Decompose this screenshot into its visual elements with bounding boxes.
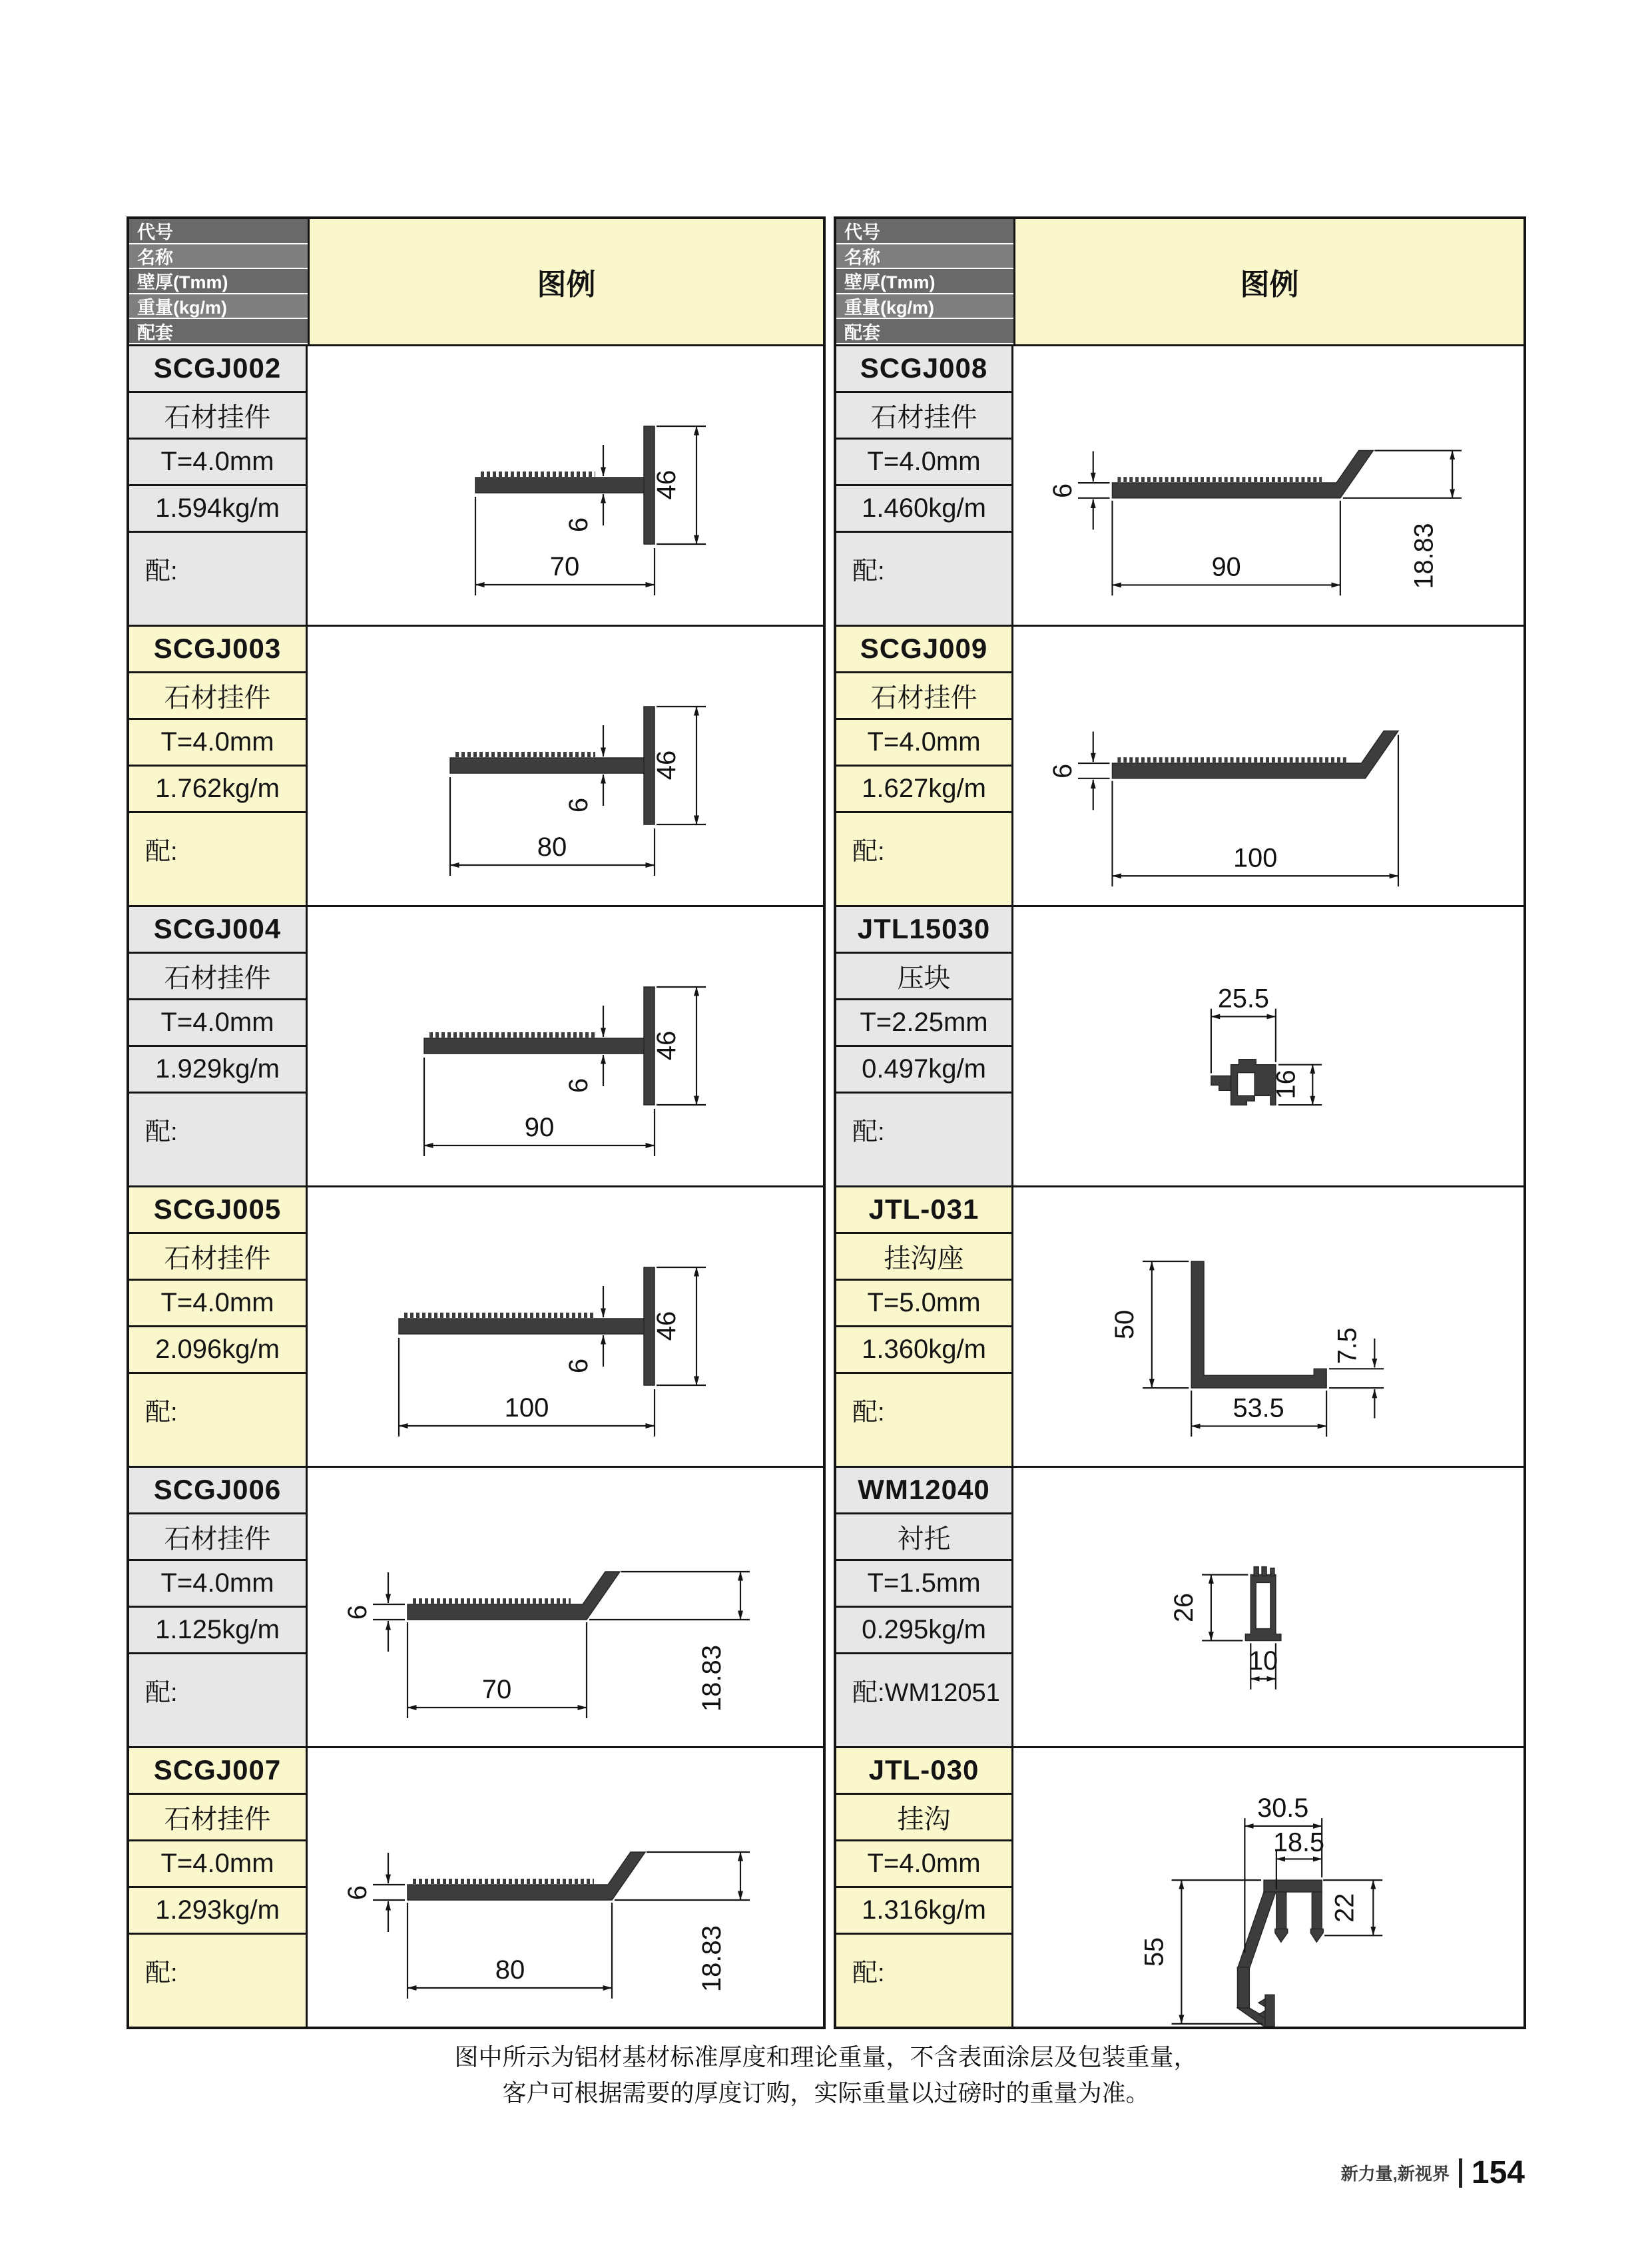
bent-profile-drawing	[308, 1748, 823, 2027]
product-group	[836, 344, 1523, 625]
table-header	[129, 219, 823, 344]
header-name: 名称	[129, 244, 308, 270]
tee-profile-drawing	[308, 907, 823, 1185]
product-name: 石材挂件	[129, 393, 308, 440]
product-weight: 0.295kg/m	[836, 1608, 1013, 1654]
header-code: 代号	[836, 219, 1013, 244]
product-thickness: T=4.0mm	[129, 1000, 308, 1047]
dim-label-height: 18.83	[697, 1925, 726, 1993]
product-match: 配:	[836, 533, 1013, 625]
profile-diagram	[308, 907, 823, 1185]
product-code: SCGJ005	[129, 1187, 308, 1234]
product-match: 配:	[129, 1935, 308, 2027]
brand-slogan: 新力量,新视界	[1340, 2164, 1450, 2184]
page-number: 154	[1471, 2155, 1525, 2190]
dim-label-thickness: 6	[564, 1078, 593, 1094]
product-weight: 1.360kg/m	[836, 1327, 1013, 1374]
dim-label-outer-width: 30.5	[1257, 1793, 1309, 1823]
product-match: 配:	[836, 1935, 1013, 2027]
product-group	[836, 905, 1523, 1185]
profile-shape	[1211, 1076, 1231, 1091]
product-weight: 1.929kg/m	[129, 1047, 308, 1094]
profile-diagram	[308, 627, 823, 905]
dimension-lines	[373, 1572, 750, 1718]
product-match: 配:WM12051	[836, 1654, 1013, 1746]
header-thickness: 壁厚(Tmm)	[129, 269, 308, 294]
product-thickness: T=4.0mm	[836, 720, 1013, 767]
dim-label-inner-width: 18.5	[1273, 1827, 1325, 1857]
product-group	[836, 1185, 1523, 1466]
product-match: 配:	[836, 1094, 1013, 1185]
product-match: 配:	[129, 1654, 308, 1746]
profile-diagram	[1013, 1187, 1523, 1466]
dimension-lines	[1078, 451, 1462, 596]
profile-shape	[408, 1572, 620, 1620]
product-name: 石材挂件	[129, 1514, 308, 1561]
footer-divider	[1459, 2158, 1462, 2188]
product-group	[836, 1746, 1523, 2027]
product-weight: 1.125kg/m	[129, 1608, 308, 1654]
angle-profile-drawing	[1013, 1187, 1523, 1466]
product-group	[129, 625, 823, 905]
product-name: 衬托	[836, 1514, 1013, 1561]
table-header	[836, 219, 1523, 344]
profile-shape	[1310, 1929, 1323, 1942]
product-thickness: T=4.0mm	[836, 1841, 1013, 1888]
product-name: 压块	[836, 954, 1013, 1000]
dim-label-thickness: 6	[343, 1604, 372, 1620]
dimension-lines	[424, 987, 706, 1156]
dim-label-height: 18.83	[1409, 523, 1439, 589]
product-weight: 1.316kg/m	[836, 1888, 1013, 1935]
profile-shape	[424, 1038, 644, 1054]
profile-shape	[475, 478, 644, 493]
product-code: WM12040	[836, 1468, 1013, 1514]
product-thickness: T=4.0mm	[129, 440, 308, 486]
dim-label-left-height: 55	[1139, 1937, 1169, 1967]
dim-label-width: 25.5	[1217, 984, 1269, 1014]
profile-shape	[1276, 1892, 1286, 1929]
profile-diagram	[308, 346, 823, 625]
dimension-lines	[475, 426, 706, 595]
footnote-line2: 客户可根据需要的厚度订购，实际重量以过磅时的重量为准。	[502, 2079, 1150, 2106]
footnote-line1: 图中所示为铝材基材标准厚度和理论重量，不含表面涂层及包装重量，	[454, 2043, 1198, 2071]
product-weight: 1.460kg/m	[836, 486, 1013, 533]
header-weight: 重量(kg/m)	[836, 294, 1013, 320]
spec-table-left	[127, 216, 826, 2029]
product-name: 石材挂件	[129, 1795, 308, 1841]
profile-shape	[1112, 451, 1373, 498]
product-thickness: T=4.0mm	[129, 720, 308, 767]
header-weight: 重量(kg/m)	[129, 294, 308, 320]
product-weight: 0.497kg/m	[836, 1047, 1013, 1094]
product-code: JTL-030	[836, 1748, 1013, 1795]
profile-shape	[1264, 1880, 1322, 1892]
product-code: SCGJ003	[129, 627, 308, 673]
legend-header: 图例	[1013, 219, 1523, 344]
profile-shape	[1270, 1568, 1274, 1576]
header-match: 配套	[129, 319, 308, 344]
dim-label-height: 26	[1169, 1592, 1199, 1622]
dim-label-thickness: 6	[564, 797, 593, 813]
hook-profile-drawing	[1013, 1748, 1523, 2027]
product-weight: 1.594kg/m	[129, 486, 308, 533]
dimension-lines	[399, 1267, 706, 1437]
dim-label-width: 53.5	[1233, 1393, 1284, 1423]
dim-label-width: 90	[1211, 552, 1241, 582]
profile-shape	[1265, 1995, 1274, 2027]
profile-shape	[1262, 1567, 1266, 1576]
product-group	[129, 344, 823, 625]
dimension-lines	[450, 707, 706, 876]
dim-label-thickness: 6	[1048, 483, 1078, 498]
dim-label-lip: 7.5	[1332, 1327, 1362, 1365]
product-code: SCGJ007	[129, 1748, 308, 1795]
bent-profile-drawing	[308, 1468, 823, 1746]
product-match: 配:	[836, 1374, 1013, 1466]
product-weight: 1.627kg/m	[836, 767, 1013, 813]
tee-profile-drawing	[308, 627, 823, 905]
profile-diagram	[1013, 907, 1523, 1185]
product-code: JTL-031	[836, 1187, 1013, 1234]
product-thickness: T=2.25mm	[836, 1000, 1013, 1047]
profile-shape	[1275, 1929, 1288, 1942]
dim-label-width: 90	[524, 1112, 555, 1142]
product-group	[129, 1746, 823, 2027]
legend-header: 图例	[308, 219, 823, 344]
tee-profile-drawing	[308, 1187, 823, 1466]
product-match: 配:	[836, 813, 1013, 905]
dim-label-thickness: 6	[1048, 763, 1078, 779]
tee-profile-drawing	[308, 346, 823, 625]
spec-table-right	[834, 216, 1526, 2029]
profile-shape	[1237, 1967, 1249, 2008]
dim-label-width: 100	[1233, 843, 1278, 873]
product-code: SCGJ004	[129, 907, 308, 954]
product-weight: 1.293kg/m	[129, 1888, 308, 1935]
profile-shape	[1245, 1574, 1280, 1640]
header-name: 名称	[836, 244, 1013, 270]
profile-shape	[1112, 731, 1398, 779]
profile-diagram	[308, 1187, 823, 1466]
product-match: 配:	[129, 813, 308, 905]
header-code: 代号	[129, 219, 308, 244]
product-code: SCGJ006	[129, 1468, 308, 1514]
product-match: 配:	[129, 533, 308, 625]
profile-diagram	[308, 1748, 823, 2027]
product-name: 石材挂件	[129, 673, 308, 720]
clamp-profile-drawing	[1013, 907, 1523, 1185]
dim-label-height: 46	[652, 1030, 681, 1061]
product-thickness: T=4.0mm	[129, 1841, 308, 1888]
product-name: 石材挂件	[129, 1234, 308, 1281]
dim-label-height: 46	[652, 470, 681, 500]
profile-shape	[1312, 1892, 1322, 1929]
product-code: SCGJ002	[129, 346, 308, 393]
product-thickness: T=1.5mm	[836, 1561, 1013, 1608]
product-name: 挂沟	[836, 1795, 1013, 1841]
product-code: SCGJ009	[836, 627, 1013, 673]
product-thickness: T=4.0mm	[836, 440, 1013, 486]
product-thickness: T=4.0mm	[129, 1281, 308, 1327]
dim-label-width: 100	[504, 1393, 549, 1423]
product-weight: 2.096kg/m	[129, 1327, 308, 1374]
product-match: 配:	[129, 1094, 308, 1185]
dimension-lines	[373, 1852, 750, 1999]
page-footer	[1341, 2154, 1525, 2191]
profile-diagram	[308, 1468, 823, 1746]
profile-diagram	[1013, 1748, 1523, 2027]
product-group	[129, 1466, 823, 1746]
product-weight: 1.762kg/m	[129, 767, 308, 813]
profile-shape	[1191, 1261, 1326, 1388]
dim-label-height: 46	[652, 750, 681, 781]
profile-shape	[1231, 1060, 1276, 1105]
product-name: 挂沟座	[836, 1234, 1013, 1281]
product-name: 石材挂件	[836, 673, 1013, 720]
profile-shape	[450, 758, 644, 773]
profile-shape	[1237, 1892, 1275, 1969]
product-name: 石材挂件	[129, 954, 308, 1000]
profile-diagram	[1013, 1468, 1523, 1746]
product-group	[836, 625, 1523, 905]
product-group	[129, 1185, 823, 1466]
dim-label-thickness: 6	[564, 1358, 593, 1374]
dim-label-height: 16	[1271, 1070, 1301, 1100]
profile-shape	[399, 1319, 644, 1334]
dim-label-height: 18.83	[697, 1644, 726, 1712]
dim-label-height: 50	[1110, 1309, 1140, 1340]
dim-label-right-height: 22	[1330, 1893, 1360, 1923]
product-match: 配:	[129, 1374, 308, 1466]
profile-shape	[1258, 1999, 1265, 2007]
profile-shape	[1254, 1567, 1258, 1576]
dim-label-thickness: 6	[343, 1885, 372, 1901]
profile-diagram	[1013, 627, 1523, 905]
product-code: SCGJ008	[836, 346, 1013, 393]
dim-label-thickness: 6	[564, 517, 593, 533]
header-match: 配套	[836, 319, 1013, 344]
dim-label-width: 10	[1248, 1646, 1278, 1676]
product-thickness: T=5.0mm	[836, 1281, 1013, 1327]
dim-label-width: 70	[549, 551, 580, 581]
dim-label-width: 80	[537, 832, 567, 862]
bent-profile-drawing	[1013, 346, 1523, 625]
dim-label-width: 80	[495, 1955, 525, 1985]
profile-diagram	[1013, 346, 1523, 625]
footnote	[0, 2039, 1652, 2111]
bent-profile-drawing	[1013, 627, 1523, 905]
channel-profile-drawing	[1013, 1468, 1523, 1746]
product-thickness: T=4.0mm	[129, 1561, 308, 1608]
product-group	[836, 1466, 1523, 1746]
header-thickness: 壁厚(Tmm)	[836, 269, 1013, 294]
dim-label-height: 46	[652, 1311, 681, 1341]
product-group	[129, 905, 823, 1185]
profile-shape	[408, 1852, 645, 1900]
dim-label-width: 70	[481, 1674, 512, 1704]
product-name: 石材挂件	[836, 393, 1013, 440]
product-code: JTL15030	[836, 907, 1013, 954]
